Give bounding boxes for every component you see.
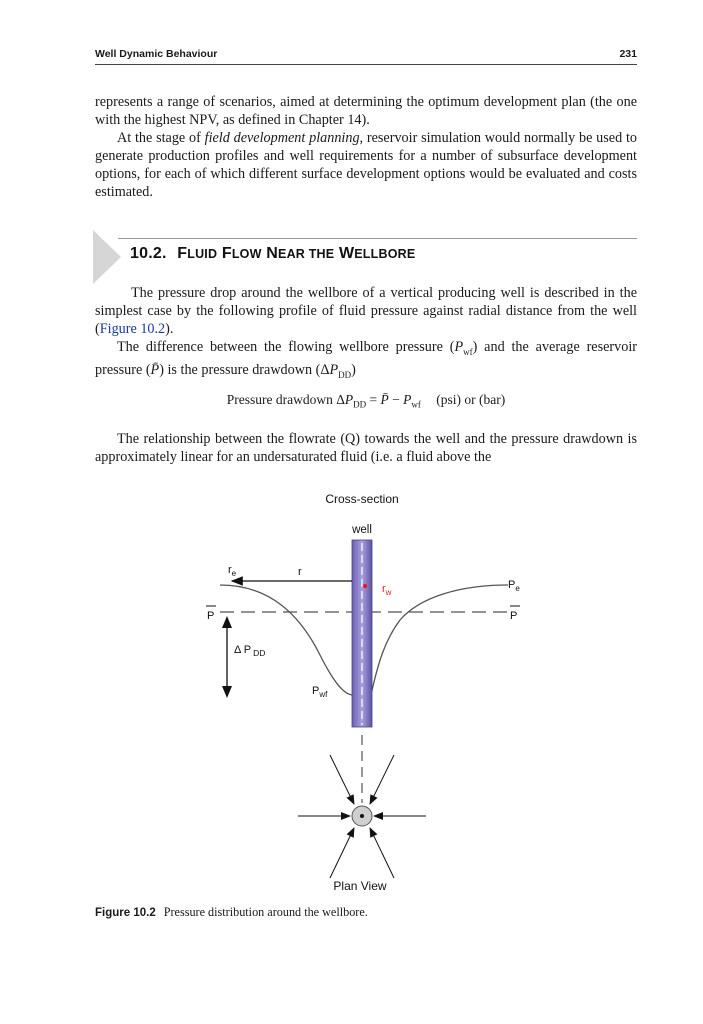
plan-view-label: Plan View [333, 879, 387, 893]
section-number: 10.2. [130, 245, 167, 262]
caption-text: Pressure distribution around the wellbore. [163, 905, 368, 919]
equation-equals: = [366, 392, 381, 407]
equation-lhs: P [344, 392, 354, 407]
body-p2-text-d: ) [351, 361, 356, 378]
section-title [130, 245, 415, 263]
figure-caption [95, 905, 368, 920]
pwf-label: $P_{wf}$ [312, 685, 328, 699]
pbar-right-label: P [510, 610, 518, 622]
body-p2-text-c: ) is the pressure drawdown (Δ [159, 361, 330, 378]
drawdown-arrow-up [222, 616, 232, 628]
pressure-distribution-figure [190, 485, 540, 900]
section-word-2-cap: F [221, 245, 232, 262]
body-paragraph-2 [95, 338, 637, 384]
equation-minus: − [388, 392, 404, 407]
pe-label: $P_e$ [508, 579, 520, 593]
caption-label: Figure 10.2 [95, 907, 156, 919]
body-paragraph-1 [95, 284, 637, 338]
equation-pwf: P [403, 392, 412, 407]
body-p1-text-a: The pressure drop around the wellbore of a vertical producing well is described in the simplest case by the following profile of fluid pressure against radial distance from the well ( [95, 285, 637, 337]
well-label: well [352, 524, 372, 536]
intro-paragraph-2 [95, 129, 637, 201]
section-word-4-cap: W [338, 245, 355, 262]
equation-pwf-sub: wf [411, 399, 421, 410]
body-p2-sub-wf: wf [463, 346, 473, 357]
r-label: r [298, 566, 302, 578]
intro-p2-text-a: At the stage of [117, 130, 205, 146]
body-p2-sym-pwf: P [454, 339, 464, 355]
cross-section-label: Cross-section [325, 492, 399, 506]
section-word-1-rest: LUID [187, 247, 218, 261]
pressure-curve-right [371, 585, 508, 695]
section-arrow-icon [93, 230, 123, 284]
section-word-2-rest: LOW [231, 247, 262, 261]
flow-arrow-southwest [330, 828, 354, 878]
drawdown-arrow-down [222, 686, 232, 698]
header-rule [95, 64, 637, 65]
equation-units: (psi) or (bar) [436, 392, 506, 407]
body-p2-text-b: ) and the average reservoir pressure ( [95, 339, 637, 378]
body-p2-sub-dd: DD [338, 369, 352, 380]
body-p3-text: The relationship between the flowrate (Q) towards the well and the pressure drawdown is approximately linear for an undersaturated fluid (i.e. a fluid above the [95, 431, 637, 465]
figure-link[interactable]: Figure 10.2 [99, 321, 166, 337]
page-number: 231 [619, 48, 637, 60]
drawdown-equation [95, 392, 637, 410]
rw-label: $r_w$ [382, 583, 392, 597]
equation-label: Pressure drawdown Δ [226, 392, 345, 407]
intro-p2-emphasis: field development planning [204, 130, 360, 146]
re-label: $r_e$ [228, 564, 237, 578]
plan-view-well-center [360, 814, 364, 818]
section-rule [118, 238, 637, 239]
equation-pbar: P̄ [380, 392, 389, 407]
body-paragraph-3 [95, 430, 637, 466]
pbar-left-label: P [207, 610, 215, 622]
intro-p1-text: represents a range of scenarios, aimed at determining the optimum development plan (the one with the highest NPV, as defined in Chapter 14). [95, 94, 637, 128]
flow-arrow-southeast [370, 828, 394, 878]
rw-marker [363, 584, 367, 588]
drawdown-label: Δ P $_{DD}$ [234, 644, 266, 658]
intro-p2-text-b: , reservoir simulation would normally be used to generate production profiles and well requirements for a number of subsurface development options, for each of which different surface development options would be evaluated and costs estimated. [95, 130, 637, 200]
running-title: Well Dynamic Behaviour [95, 48, 218, 60]
body-p2-text-a: The difference between the flowing wellbore pressure ( [117, 339, 455, 355]
flow-arrow-northeast [370, 755, 394, 804]
running-head [95, 44, 637, 64]
intro-paragraph-1 [95, 93, 637, 129]
section-word-3-rest: EAR THE [278, 247, 335, 261]
body-p2-sym-pbar: P̄ [150, 361, 160, 378]
body-p2-sym-pdd: P [329, 361, 339, 378]
flow-arrow-northwest [330, 755, 354, 804]
body-p1-text-b: ). [165, 321, 174, 337]
equation-lhs-sub: DD [353, 399, 367, 410]
pressure-curve-left [220, 585, 353, 695]
section-word-3-cap: N [266, 245, 279, 262]
section-word-1-cap: F [177, 245, 188, 262]
section-word-4-rest: ELLBORE [354, 247, 416, 261]
